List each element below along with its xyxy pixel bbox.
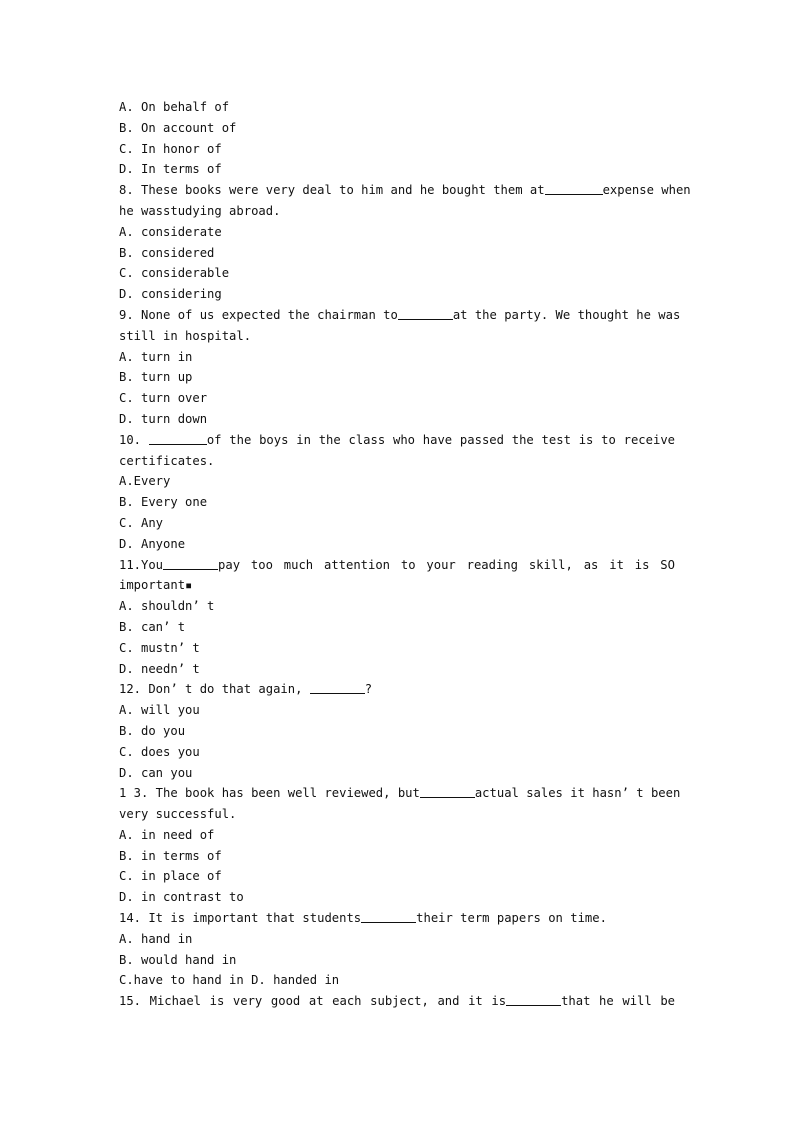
text-line xyxy=(119,471,675,492)
text-line xyxy=(119,596,675,617)
question-line xyxy=(119,991,675,1012)
text-line xyxy=(119,970,675,991)
text-line xyxy=(119,367,675,388)
text-line xyxy=(119,222,675,243)
question-text-before: 12. Don’ t do that again, xyxy=(119,682,310,697)
question-line xyxy=(119,180,691,201)
text-line xyxy=(119,659,675,680)
line-text: C. in place of xyxy=(119,869,222,884)
question-text-after: ? xyxy=(364,682,373,697)
text-line xyxy=(119,97,675,118)
line-text: C. considerable xyxy=(119,266,230,281)
text-line xyxy=(119,243,675,264)
answer-blank xyxy=(545,181,603,195)
question-line xyxy=(119,783,681,804)
answer-blank xyxy=(398,306,453,320)
line-text: still in hospital. xyxy=(119,328,252,343)
answer-blank xyxy=(420,784,475,798)
line-text: A. in need of xyxy=(119,827,215,842)
question-text-after: at the party. We thought he was xyxy=(452,307,681,322)
question-text-before: 10. xyxy=(119,432,149,447)
text-line xyxy=(119,492,675,513)
answer-blank xyxy=(506,992,561,1006)
line-text: C. turn over xyxy=(119,391,208,406)
answer-blank xyxy=(361,909,416,923)
line-text: A. shouldn’ t xyxy=(119,599,215,614)
line-text: D. turn down xyxy=(119,411,208,426)
text-line xyxy=(119,513,675,534)
question-line xyxy=(119,679,675,700)
text-line xyxy=(119,638,675,659)
text-line xyxy=(119,388,675,409)
text-line xyxy=(119,284,675,305)
line-text: B. considered xyxy=(119,245,215,260)
question-text-after: actual sales it hasn’ t been xyxy=(474,786,681,801)
line-text: very successful. xyxy=(119,807,237,822)
text-line xyxy=(119,347,675,368)
text-line xyxy=(119,804,675,825)
text-line xyxy=(119,846,675,867)
line-text: C. Any xyxy=(119,515,164,530)
text-line xyxy=(119,118,675,139)
line-text: A. turn in xyxy=(119,349,193,364)
line-text: D. In terms of xyxy=(119,162,222,177)
line-text: C.have to hand in D. handed in xyxy=(119,973,340,988)
question-text-after: of the boys in the class who have passed the test is to receive xyxy=(206,432,675,447)
text-line xyxy=(119,700,675,721)
answer-blank xyxy=(149,431,207,445)
line-text: C. In honor of xyxy=(119,141,222,156)
line-text: D. considering xyxy=(119,287,222,302)
question-line xyxy=(119,908,675,929)
text-line xyxy=(119,451,675,472)
document-page xyxy=(119,97,691,1012)
text-line xyxy=(119,617,675,638)
line-text: A.Every xyxy=(119,474,171,489)
text-line xyxy=(119,409,675,430)
text-line xyxy=(119,534,675,555)
question-line xyxy=(119,305,681,326)
question-text-before: 15. Michael is very good at each subject, and it is xyxy=(119,994,507,1009)
text-line xyxy=(119,929,675,950)
line-text: B. would hand in xyxy=(119,952,237,967)
line-text: B. in terms of xyxy=(119,848,222,863)
question-text-before: 8. These books were very deal to him and he bought them at xyxy=(119,183,545,198)
text-line xyxy=(119,950,675,971)
line-text: B. Every one xyxy=(119,495,208,510)
text-line xyxy=(119,159,675,180)
text-line xyxy=(119,721,675,742)
line-text: D. Anyone xyxy=(119,536,186,551)
line-text: B. On account of xyxy=(119,120,237,135)
question-text-before: 1 3. The book has been well reviewed, but xyxy=(119,786,420,801)
line-text: he wasstudying abroad. xyxy=(119,203,281,218)
line-text: B. do you xyxy=(119,723,186,738)
question-text-before: 9. None of us expected the chairman to xyxy=(119,307,398,322)
line-text: important▪ xyxy=(119,578,193,593)
question-text-after: pay too much attention to your reading skill, as it is SO xyxy=(218,557,675,572)
answer-blank xyxy=(163,556,218,570)
text-line xyxy=(119,201,675,222)
line-text: A. hand in xyxy=(119,931,193,946)
text-line xyxy=(119,866,675,887)
line-text: D. in contrast to xyxy=(119,890,244,905)
line-text: A. considerate xyxy=(119,224,222,239)
answer-blank xyxy=(310,680,365,694)
line-text: A. On behalf of xyxy=(119,100,230,114)
line-text: C. mustn’ t xyxy=(119,640,200,655)
line-text: certificates. xyxy=(119,453,215,468)
text-line xyxy=(119,825,675,846)
question-line xyxy=(119,555,675,576)
line-text: C. does you xyxy=(119,744,200,759)
text-line xyxy=(119,326,675,347)
question-text-before: 11.You xyxy=(119,557,164,572)
line-text: B. can’ t xyxy=(119,619,186,634)
text-line xyxy=(119,263,675,284)
text-line xyxy=(119,742,675,763)
question-text-after: expense when xyxy=(602,183,691,198)
question-line xyxy=(119,430,675,451)
text-line xyxy=(119,139,675,160)
question-text-after: that he will be xyxy=(561,994,675,1009)
line-text: D. can you xyxy=(119,765,193,780)
line-text: A. will you xyxy=(119,703,200,718)
text-line xyxy=(119,575,675,596)
question-text-after: their term papers on time. xyxy=(416,911,607,926)
line-text: B. turn up xyxy=(119,370,193,385)
line-text: D. needn’ t xyxy=(119,661,200,676)
question-text-before: 14. It is important that students xyxy=(119,911,362,926)
text-line xyxy=(119,763,675,784)
text-line xyxy=(119,887,675,908)
